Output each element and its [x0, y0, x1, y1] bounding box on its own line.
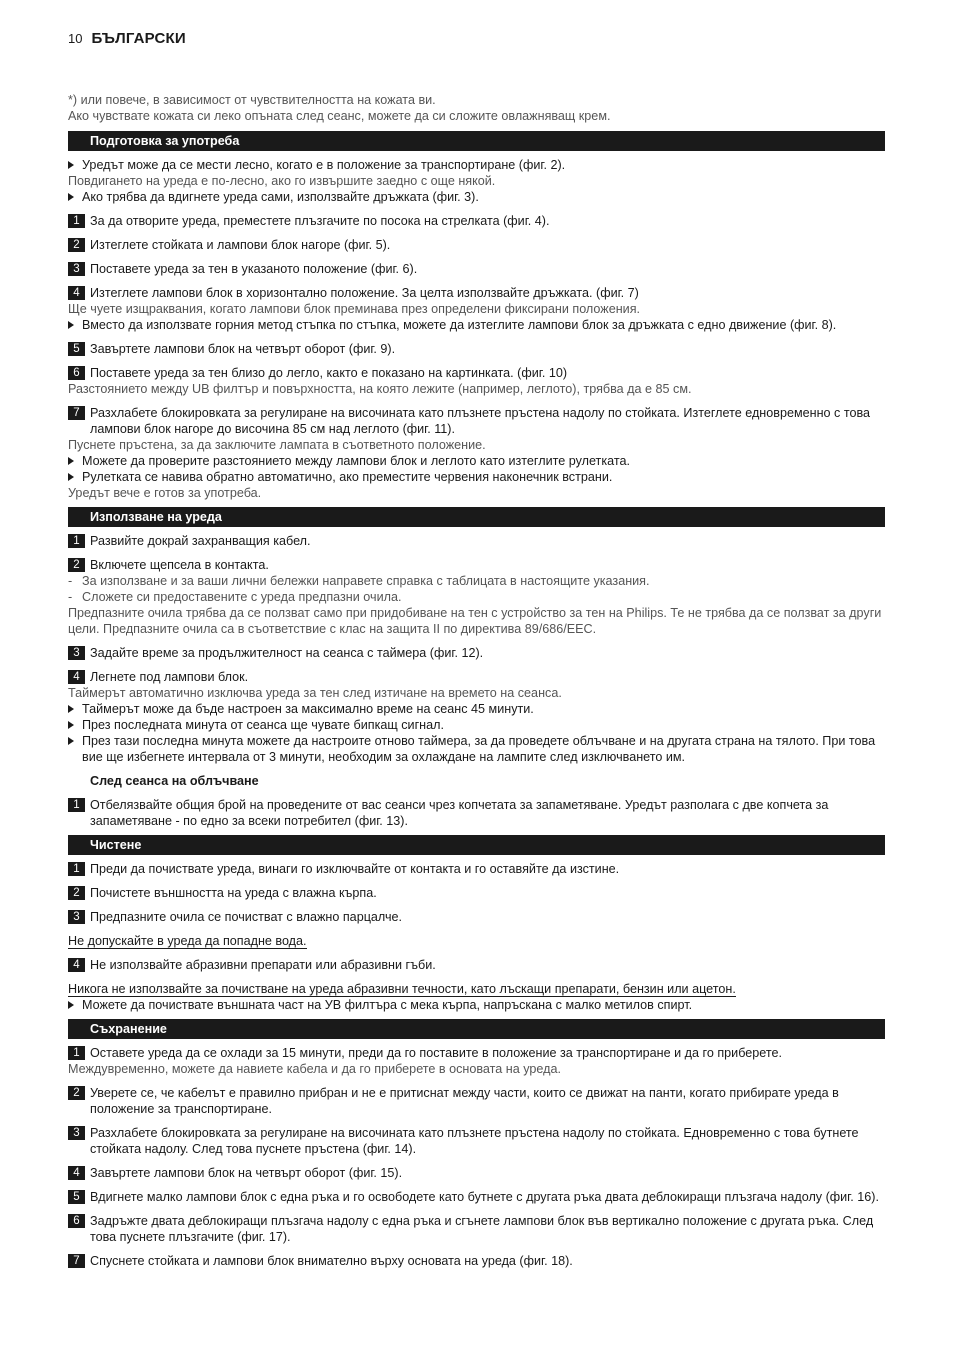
- intro-line-2: Ако чувствате кожата си леко опъната след сеанс, можете да си сложите овлажняващ крем.: [68, 109, 611, 123]
- page-header: [68, 30, 885, 54]
- step-1: 1 Оставете уреда да се охлади за 15 минути, преди да го поставите в положение за транспортиране и да го приберете.: [68, 1045, 885, 1061]
- note: Пуснете пръстена, за да заключите лампата в съответното положение.: [68, 438, 486, 452]
- intro-line-1: *) или повече, в зависимост от чувствителността на кожата ви.: [68, 93, 436, 107]
- note: Повдигането на уреда е по-лесно, ако го извършите заедно с още някой.: [68, 174, 496, 188]
- warning: Не допускайте в уреда да попадне вода.: [68, 934, 307, 948]
- step-3: 3 Предпазните очила се почистват с влажно парцалче.: [68, 909, 885, 925]
- bullet-arrow-icon: [68, 1001, 74, 1009]
- bullet-arrow-icon: [68, 737, 74, 745]
- step-3: 3 Разхлабете блокировката за регулиране на височината като плъзнете пръстена надолу по стойката. Едновременно с това бутнете стойката надолу. След това пуснете пръстена (фиг. 14).: [68, 1125, 885, 1157]
- bullet: През последната минута от сеанса ще чувате бипкащ сигнал.: [68, 717, 885, 733]
- note: Междувременно, можете да навиете кабела и да го приберете в основата на уреда.: [68, 1062, 561, 1076]
- bullet-arrow-icon: [68, 193, 74, 201]
- bullet: Ако трябва да вдигнете уреда сами, използвайте дръжката (фиг. 3).: [68, 189, 885, 205]
- bullet-arrow-icon: [68, 321, 74, 329]
- bullet: През тази последна минута можете да настроите отново таймера, за да проведете облъчване и на другата страна на тялото. При това вие ще избегнете интервала от 3 минути, необходим за охлаждане на лампите след изключването им.: [68, 733, 885, 765]
- step-4: 4 Не използвайте абразивни препарати или абразивни гъби.: [68, 957, 885, 973]
- language-title: БЪЛГАРСКИ: [91, 30, 186, 47]
- subheading: След сеанса на облъчване: [90, 774, 259, 788]
- step-4: 4 Завъртете лампови блок на четвърт оборот (фиг. 15).: [68, 1165, 885, 1181]
- bullet-arrow-icon: [68, 473, 74, 481]
- bullet-arrow-icon: [68, 161, 74, 169]
- step-3: 3 Задайте време за продължителност на сеанса с таймера (фиг. 12).: [68, 645, 885, 661]
- step-6: 6 Поставете уреда за тен близо до легло, както е показано на картинката. (фиг. 10): [68, 365, 885, 381]
- bullet-arrow-icon: [68, 457, 74, 465]
- step-4: 4 Легнете под лампови блок.: [68, 669, 885, 685]
- step-5: 5 Завъртете лампови блок на четвърт оборот (фиг. 9).: [68, 341, 885, 357]
- step-3: 3 Поставете уреда за тен в указаното положение (фиг. 6).: [68, 261, 885, 277]
- step-2: 2 Изтеглете стойката и лампови блок нагоре (фиг. 5).: [68, 237, 885, 253]
- bullet: Уредът може да се мести лесно, когато е в положение за транспортиране (фиг. 2).: [68, 157, 885, 173]
- warning: Никога не използвайте за почистване на уреда абразивни течности, като лъскащи препарати, бензин или ацетон.: [68, 982, 736, 996]
- section-storage-title: Съхранение: [68, 1019, 885, 1039]
- note: Ще чуете изщраквания, когато лампови блок преминава през определени фиксирани положения.: [68, 302, 641, 316]
- page-number: 10: [68, 31, 83, 46]
- step-2: 2 Включете щепсела в контакта.: [68, 557, 885, 573]
- step-2: 2 Почистете външността на уреда с влажна кърпа.: [68, 885, 885, 901]
- step-1: 1 За да отворите уреда, преместете плъзгачите по посока на стрелката (фиг. 4).: [68, 213, 885, 229]
- bullet-arrow-icon: [68, 705, 74, 713]
- step-1: 1 Отбелязвайте общия брой на проведените от вас сеанси чрез копчетата за запаметяване. Уредът разполага с две копчета за запаметяване - по едно за всеки потребител (фиг. 13).: [68, 797, 885, 829]
- bullet: Можете да почиствате външната част на УВ филтъра с мека кърпа, напръскана с малко метилов спирт.: [68, 997, 885, 1013]
- section-prep-title: Подготовка за употреба: [68, 131, 885, 151]
- section-use-title: Използване на уреда: [68, 507, 885, 527]
- step-5: 5 Вдигнете малко лампови блок с една ръка и го освободете като бутнете с другата ръка двата деблокиращи плъзгача надолу (фиг. 16).: [68, 1189, 885, 1205]
- bullet: Вместо да използвате горния метод стъпка по стъпка, можете да изтеглите лампови блок за дръжката с едно движение (фиг. 8).: [68, 317, 885, 333]
- step-1: 1 Развийте докрай захранващия кабел.: [68, 533, 885, 549]
- note: Разстоянието между UB филтър и повърхността, на която лежите (например, леглото), трябва да е 85 см.: [68, 382, 692, 396]
- step-7: 7 Разхлабете блокировката за регулиране на височината като плъзнете пръстена надолу по стойката. Изтеглете едновременно с това лампови блок нагоре до височина 85 см над леглото (фиг. 11).: [68, 405, 885, 437]
- step-2: 2 Уверете се, че кабелът е правилно прибран и не е притиснат между части, които се движат на панти, когато прибирате уреда в положение за транспортиране.: [68, 1085, 885, 1117]
- section-clean-title: Чистене: [68, 835, 885, 855]
- dash-item: - Сложете си предоставените с уреда предпазни очила.: [68, 589, 885, 605]
- bullet: Можете да проверите разстоянието между лампови блок и леглото като изтеглите рулетката.: [68, 453, 885, 469]
- step-6: 6 Задръжте двата деблокиращи плъзгача надолу с една ръка и сгънете лампови блок във вертикално положение с другата ръка. След това пуснете плъзгачите (фиг. 17).: [68, 1213, 885, 1245]
- bullet-arrow-icon: [68, 721, 74, 729]
- bullet: Рулетката се навива обратно автоматично, ако преместите червения наконечник встрани.: [68, 469, 885, 485]
- step-4: 4 Изтеглете лампови блок в хоризонтално положение. За целта използвайте дръжката. (фиг. 7): [68, 285, 885, 301]
- bullet: Таймерът може да бъде настроен за максимално време на сеанс 45 минути.: [68, 701, 885, 717]
- dash-item: - За използване и за ваши лични бележки направете справка с таблицата в настоящите указания.: [68, 573, 885, 589]
- note: Таймерът автоматично изключва уреда за тен след изтичане на времето на сеанса.: [68, 686, 562, 700]
- step-7: 7 Спуснете стойката и лампови блок внимателно върху основата на уреда (фиг. 18).: [68, 1253, 885, 1269]
- note: Уредът вече е готов за употреба.: [68, 486, 262, 500]
- step-1: 1 Преди да почиствате уреда, винаги го изключвайте от контакта и го оставяйте да изстине.: [68, 861, 885, 877]
- note: Предпазните очила трябва да се ползват само при придобиване на тен с устройство за тен на Philips. Те не трябва да се ползват за други цели. Предпазните очила са в съответствие с клас на защита II по директива 89/686/EEC.: [68, 606, 882, 636]
- manual-page: [68, 30, 885, 1269]
